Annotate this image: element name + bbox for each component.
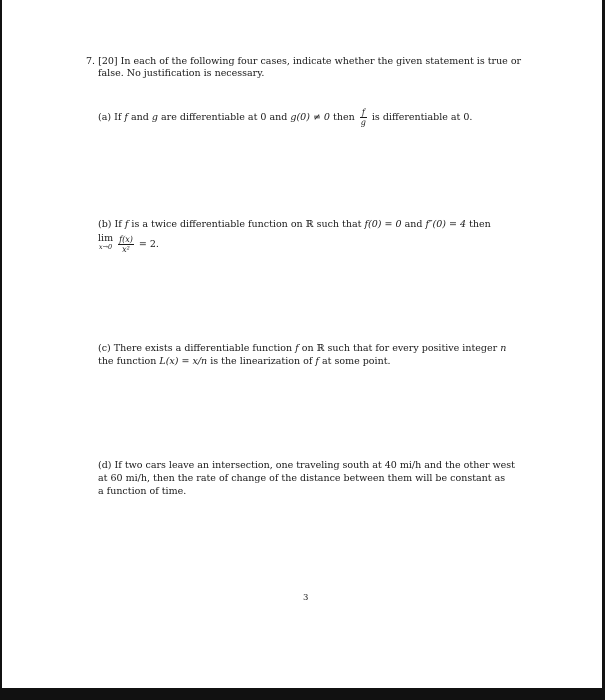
part-d-line-3	[98, 486, 186, 498]
page-edge-bottom	[0, 688, 605, 700]
part-b-condition-1: f(0) = 0	[364, 219, 402, 230]
part-a-label: (a)	[98, 112, 112, 123]
part-a-text-after: is differentiable at 0.	[371, 112, 473, 123]
part-b-result: = 2.	[138, 239, 159, 250]
part-a-g: g	[151, 112, 158, 123]
part-b-frac-den: x²	[122, 245, 130, 254]
part-b-frac-num: f(x)	[119, 235, 133, 244]
part-c-text-1b: on ℝ such that for every positive integer	[301, 343, 498, 354]
part-c-line-2	[98, 356, 391, 368]
part-a-f: f	[124, 112, 128, 123]
problem-number: 7.	[86, 56, 96, 67]
part-b-line-1	[98, 219, 491, 231]
part-b-fraction	[118, 235, 134, 254]
part-b-label: (b)	[98, 219, 112, 230]
part-a-text-if: If	[114, 112, 122, 123]
part-a-fraction	[360, 108, 367, 127]
part-c-text-1: There exists a differentiable function	[113, 343, 293, 354]
part-a-mid: are differentiable at 0 and	[161, 112, 288, 123]
part-c-text-2b: is the linearization of	[210, 356, 313, 367]
part-c-text-2c: at some point.	[321, 356, 391, 367]
part-b-limit	[98, 234, 113, 251]
part-b-and: and	[404, 219, 423, 230]
problem-intro-line-1	[86, 56, 521, 68]
part-b-lim-sub: x→0	[98, 243, 113, 251]
part-c-label: (c)	[98, 343, 111, 354]
part-b-f: f	[124, 219, 129, 230]
part-d-text-2: at 60 mi/h, then the rate of change of the distance between them will be constant as	[98, 473, 506, 484]
problem-intro-text-1: In each of the following four cases, indicate whether the given statement is true or	[120, 56, 522, 67]
part-b-then: then	[469, 219, 491, 230]
part-a-condition: g(0) ≠ 0	[290, 112, 330, 123]
page-edge-left	[0, 0, 2, 700]
part-c-expression: L(x) = x/n	[159, 356, 208, 367]
part-b-lim-text: lim	[98, 233, 114, 244]
part-c-line-1	[98, 343, 506, 355]
part-a-and: and	[130, 112, 149, 123]
part-c-n: n	[500, 343, 507, 354]
part-c-f2: f	[315, 356, 319, 367]
problem-intro-line-2	[98, 68, 264, 80]
part-c-f: f	[295, 343, 299, 354]
part-b-line-2	[98, 234, 159, 256]
part-d-line-1	[98, 460, 515, 472]
part-b-if: If	[114, 219, 122, 230]
part-a-frac-num: f	[360, 108, 367, 118]
part-d-text-3: a function of time.	[98, 486, 187, 497]
part-c-text-2a: the function	[98, 356, 157, 367]
part-b-condition-2: f″(0) = 4	[425, 219, 467, 230]
part-a-frac-den: g	[360, 118, 366, 127]
problem-intro-text-2: false. No justification is necessary.	[98, 68, 265, 79]
part-d-line-2	[98, 473, 505, 485]
part-d-label: (d)	[98, 460, 112, 471]
part-a-then: then	[333, 112, 355, 123]
part-d-text-1: If two cars leave an intersection, one traveling south at 40 mi/h and the other west	[114, 460, 515, 471]
page-number: 3	[303, 593, 309, 603]
part-a-statement	[98, 108, 472, 128]
part-b-text: is a twice differentiable function on ℝ such that	[131, 219, 362, 230]
problem-points: [20]	[98, 56, 118, 67]
